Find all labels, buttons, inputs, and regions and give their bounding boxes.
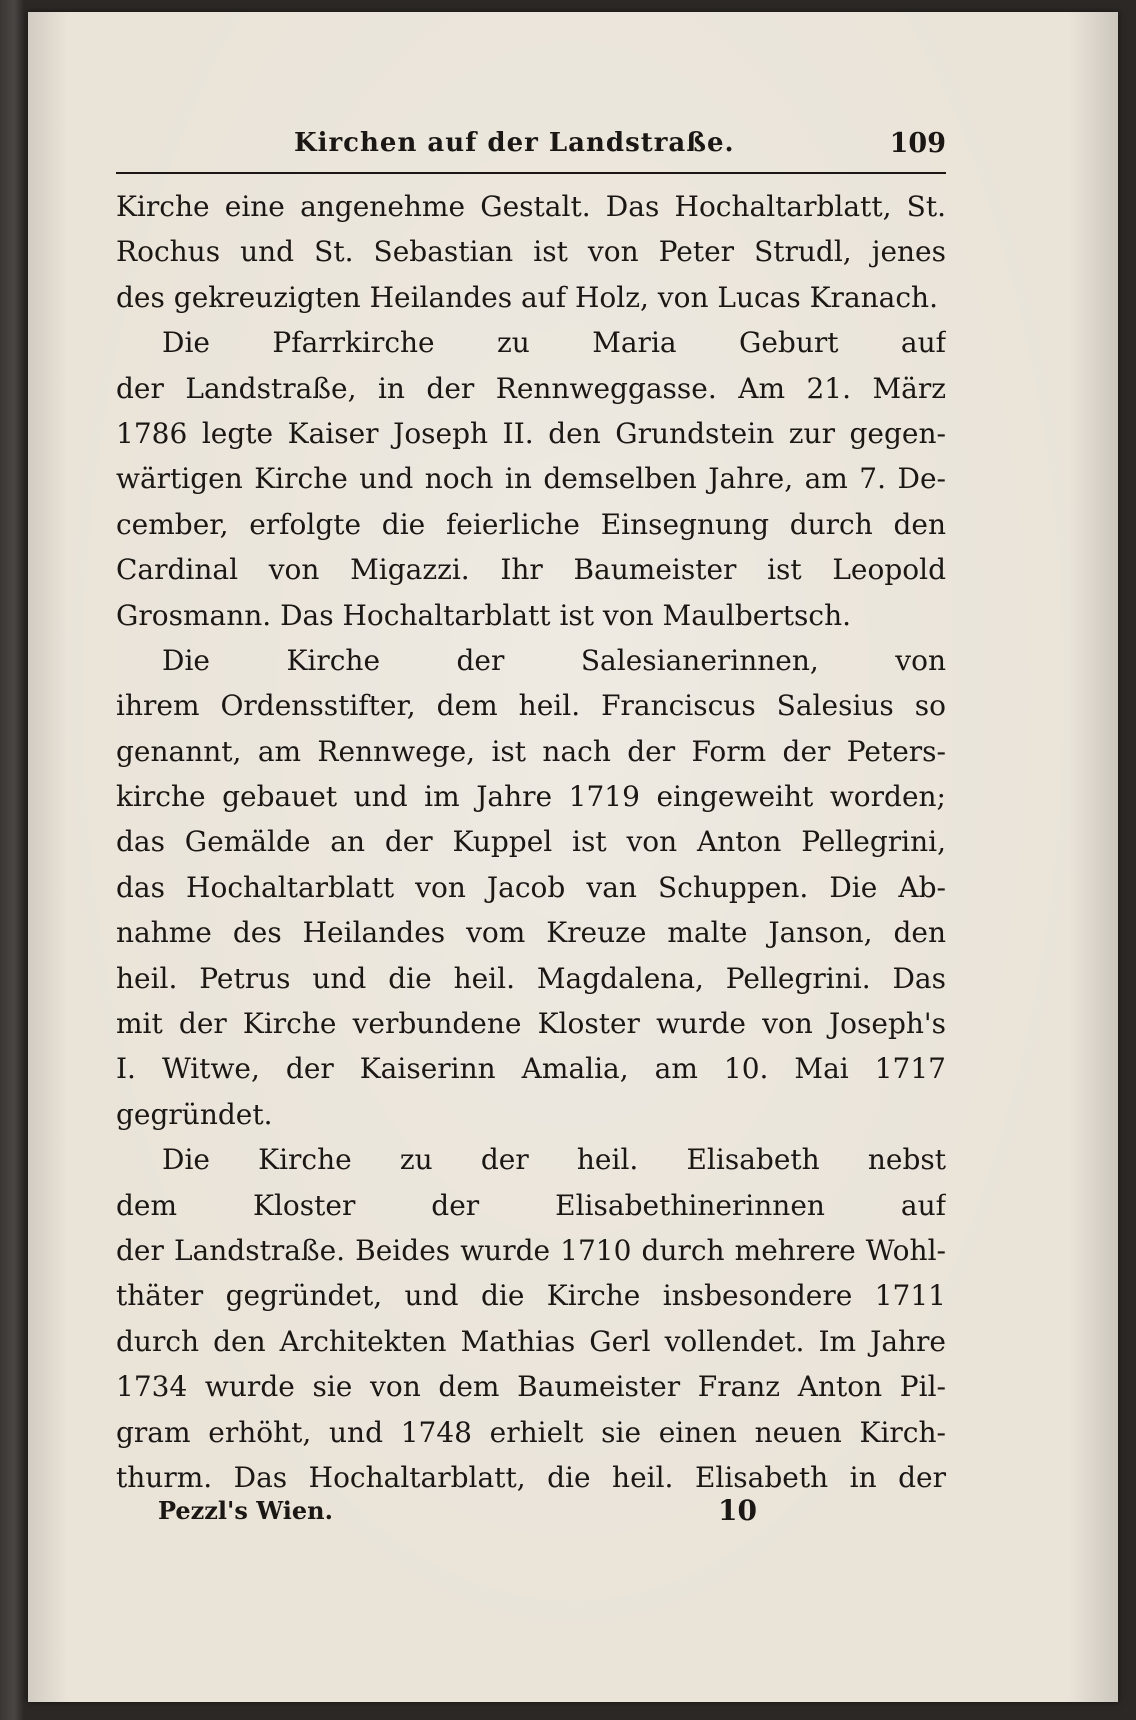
printer-signature: Pezzl's Wien. (158, 1496, 333, 1525)
signature-number: 10 (718, 1494, 757, 1527)
text-line: Grosmann. Das Hochaltarblatt ist von Maulbertsch. (116, 598, 851, 632)
body-text (116, 184, 946, 1500)
book-page (28, 12, 1118, 1702)
text-line: thurm. Das Hochaltarblatt, die heil. Elisabeth in der (116, 1460, 946, 1494)
header-rule (116, 172, 946, 174)
text-line: der Landstraße, in der Rennweggasse. Am 21. März (116, 371, 946, 405)
text-line: 1734 wurde sie von dem Baumeister Franz Anton Pil- (116, 1370, 946, 1404)
text-line: des gekreuzigten Heilandes auf Holz, von Lucas Kranach. (116, 280, 938, 314)
text-line: cember, erfolgte die feierliche Einsegnung durch den (116, 507, 946, 541)
text-line: I. Witwe, der Kaiserinn Amalia, am 10. Mai 1717 (116, 1052, 946, 1086)
text-line: durch den Architekten Mathias Gerl vollendet. Im Jahre (116, 1324, 946, 1358)
text-line: Die Kirche der Salesianerinnen, von (162, 643, 946, 677)
text-line: nahme des Heilandes vom Kreuze malte Janson, den (116, 916, 946, 950)
text-line: Die Kirche zu der heil. Elisabeth nebst (162, 1143, 946, 1177)
text-line: Cardinal von Migazzi. Ihr Baumeister ist Leopold (116, 553, 946, 587)
text-line: Die Pfarrkirche zu Maria Geburt auf (162, 326, 946, 360)
text-line: Kirche eine angenehme Gestalt. Das Hochaltarblatt, St. (116, 190, 946, 223)
text-line: gegründet. (116, 1097, 273, 1131)
text-line: kirche gebauet und im Jahre 1719 eingeweiht worden; (116, 780, 946, 814)
text-line: der Landstraße. Beides wurde 1710 durch mehrere Wohl- (116, 1233, 946, 1267)
text-line: das Gemälde an der Kuppel ist von Anton Pellegrini, (116, 825, 946, 859)
text-line: das Hochaltarblatt von Jacob van Schuppen. Die Ab- (116, 870, 946, 904)
page-footer (158, 1494, 858, 1534)
text-line: wärtigen Kirche und noch in demselben Jahre, am 7. De- (116, 462, 946, 496)
running-title: Kirchen auf der Landstraße. (294, 128, 735, 158)
text-line: dem Kloster der Elisabethinerinnen auf (116, 1188, 946, 1222)
text-line: heil. Petrus und die heil. Magdalena, Pellegrini. Das (116, 961, 946, 995)
text-line: mit der Kirche verbundene Kloster wurde von Joseph's (116, 1007, 946, 1041)
text-line: gram erhöht, und 1748 erhielt sie einen neuen Kirch- (116, 1415, 946, 1449)
page-header (116, 124, 946, 168)
text-line: 1786 legte Kaiser Joseph II. den Grundstein zur gegen- (116, 416, 946, 450)
text-line: Rochus und St. Sebastian ist von Peter Strudl, jenes (116, 235, 946, 269)
text-line: genannt, am Rennwege, ist nach der Form der Peters- (116, 734, 946, 768)
text-line: thäter gegründet, und die Kirche insbesondere 1711 (116, 1279, 946, 1313)
text-line: ihrem Ordensstifter, dem heil. Franciscus Salesius so (116, 689, 946, 723)
page-number: 109 (889, 128, 946, 159)
